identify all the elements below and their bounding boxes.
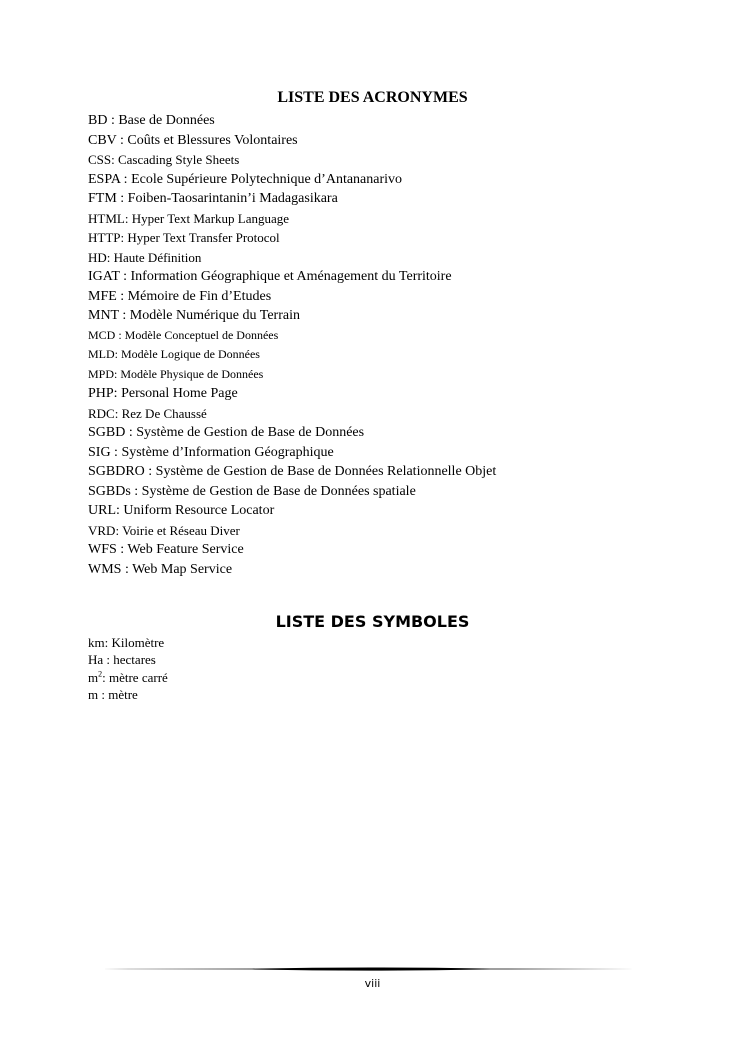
footer-rule (102, 966, 640, 972)
acronym-item: SGBDs : Système de Gestion de Base de Données spatiale (88, 483, 416, 499)
acronym-item: WMS : Web Map Service (88, 561, 233, 577)
acronym-item: RDC: Rez De Chaussé (88, 405, 207, 421)
acronym-item: MFE : Mémoire de Fin d’Etudes (88, 288, 272, 304)
symbol-item-ha: Ha : hectares (88, 652, 156, 668)
acronym-item: HTML: Hyper Text Markup Language (88, 210, 290, 226)
symbol-item-m2 (88, 669, 488, 686)
symbol-m2-base: m (88, 669, 99, 685)
acronym-list (88, 111, 708, 579)
symbol-m2-superscript: 2 (98, 669, 103, 679)
acronym-item: FTM : Foiben-Taosarintanin’i Madagasikara (88, 191, 338, 206)
acronym-item: VRD: Voirie et Réseau Diver (88, 522, 240, 538)
symbol-list (88, 634, 488, 703)
acronym-item: URL: Uniform Resource Locator (88, 503, 275, 518)
acronym-item: HD: Haute Définition (88, 249, 202, 265)
acronym-item: CBV : Coûts et Blessures Volontaires (88, 132, 298, 148)
acronym-item: SGBDRO : Système de Gestion de Base de Données Relationnelle Objet (88, 464, 497, 479)
acronym-item: MNT : Modèle Numérique du Terrain (88, 308, 300, 323)
acronym-item: MPD: Modèle Physique de Données (88, 366, 264, 381)
acronym-item: CSS: Cascading Style Sheets (88, 152, 240, 167)
acronym-item: ESPA : Ecole Supérieure Polytechnique d’Antananarivo (88, 171, 403, 187)
symbol-m2-label: : mètre carré (102, 669, 168, 685)
acronym-item: SIG : Système d’Information Géographique (88, 444, 334, 460)
acronym-item: SGBD : Système de Gestion de Base de Données (88, 425, 365, 440)
acronym-item: MLD: Modèle Logique de Données (88, 347, 260, 361)
symbol-item-km: km: Kilomètre (88, 635, 165, 650)
page-number: viii (364, 977, 381, 990)
acronym-item: WFS : Web Feature Service (88, 542, 244, 557)
acronym-item: BD : Base de Données (88, 113, 215, 128)
acronyms-title: LISTE DES ACRONYMES (277, 89, 468, 106)
symbols-title: LISTE DES SYMBOLES (275, 612, 470, 631)
acronym-item: PHP: Personal Home Page (88, 386, 238, 401)
acronym-item: HTTP: Hyper Text Transfer Protocol (88, 230, 280, 245)
symbol-item-m: m : mètre (88, 686, 138, 702)
acronym-item: IGAT : Information Géographique et Aménagement du Territoire (88, 269, 452, 284)
acronym-item: MCD : Modèle Conceptuel de Données (88, 327, 279, 342)
